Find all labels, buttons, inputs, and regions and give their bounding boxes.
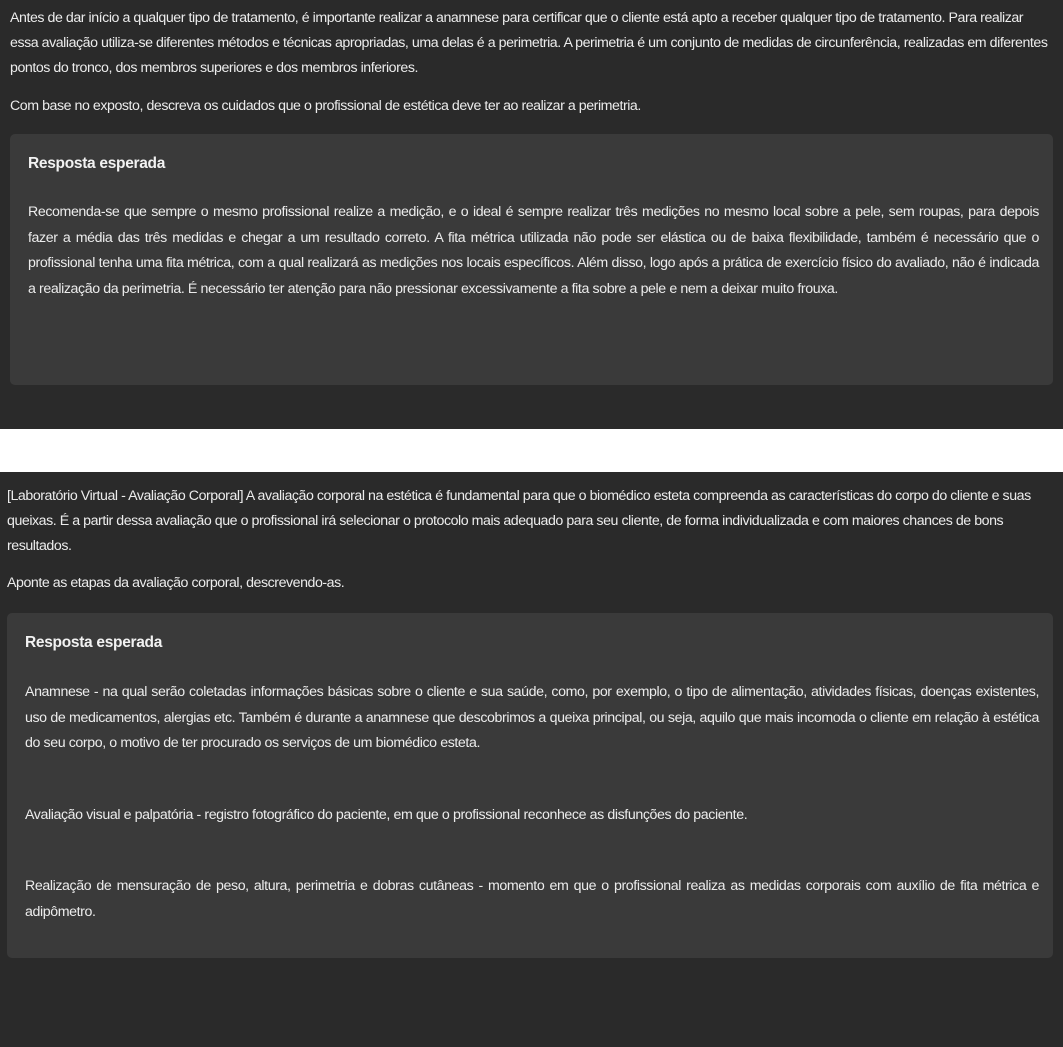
expected-answer-title-2: Resposta esperada [25, 634, 163, 651]
question-2-text: [Laboratório Virtual - Avaliação Corporal] A avaliação corporal na estética é fundamental para que o biomédico esteta compreenda as características do corpo do cliente e suas queixas. É a partir dessa avaliação que o profissional irá selecionar o protocolo mais adequado para seu cliente, de forma individualizada e com maiores chances de bons resultados. [7, 488, 1031, 554]
expected-answer-title-1: Resposta esperada [28, 155, 166, 172]
question-1-text: Antes de dar início a qualquer tipo de tratamento, é importante realizar a anamnese para certificar que o cliente está apto a receber qualquer tipo de tratamento. Para realizar essa avaliação utiliza-se diferentes métodos e técnicas apropriadas, uma delas é a perimetria. A perimetria é um conjunto de medidas de circunferência, realizadas em diferentes pontos do tronco, dos membros superiores e dos membros inferiores. [10, 10, 1048, 76]
question-1-prompt: Com base no exposto, descreva os cuidados que o profissional de estética deve ter ao realizar a perimetria. [10, 98, 641, 114]
expected-answer-box-2 [7, 613, 1053, 958]
expected-answer-paragraph-anamnese: Anamnese - na qual serão coletadas informações básicas sobre o cliente e sua saúde, como, por exemplo, o tipo de alimentação, atividades físicas, doenças existentes, uso de medicamentos, alergias etc. Também é durante a anamnese que descobrimos a queixa principal, ou seja, aquilo que mais incomoda o cliente em relação à estética do seu corpo, o motivo de ter procurado os serviços de um biomédico esteta. [25, 684, 1039, 751]
expected-answer-paragraph-mensuracao: Realização de mensuração de peso, altura, perimetria e dobras cutâneas - momento em que o profissional realiza as medidas corporais com auxílio de fita métrica e adipômetro. [25, 878, 1039, 920]
question-panel-2 [0, 472, 1063, 1047]
question-2-prompt: Aponte as etapas da avaliação corporal, descrevendo-as. [7, 575, 345, 591]
expected-answer-paragraph-avaliacao-visual: Avaliação visual e palpatória - registro fotográfico do paciente, em que o profissional reconhece as disfunções do paciente. [25, 806, 748, 823]
expected-answer-paragraph: Recomenda-se que sempre o mesmo profissional realize a medição, e o ideal é sempre realizar três medições no mesmo local sobre a pele, sem roupas, para depois fazer a média das três medidas e chegar a um resultado correto. A fita métrica utilizada não pode ser elástica ou de baixa flexibilidade, também é necessário que o profissional tenha uma fita métrica, com a qual realizará as medições nos locais específicos. Além disso, logo após a prática de exercício físico do avaliado, não é indicada a realização da perimetria. É necessário ter atenção para não pressionar excessivamente a fita sobre a pele e nem a deixar muito frouxa. [28, 204, 1039, 297]
question-panel-1 [0, 0, 1063, 429]
expected-answer-box-1 [10, 134, 1053, 385]
